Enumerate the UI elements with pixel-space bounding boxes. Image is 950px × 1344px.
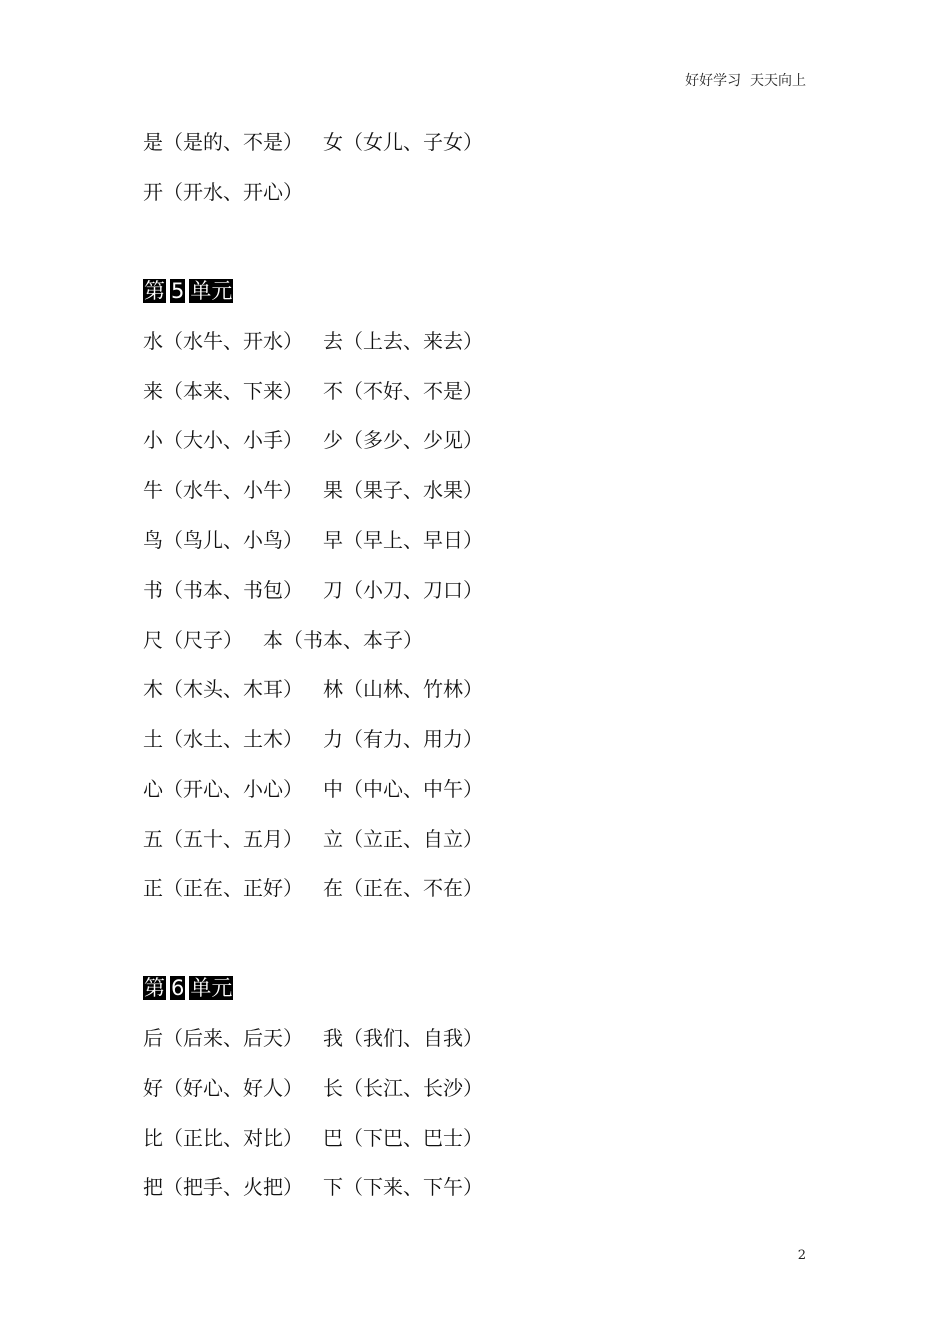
word-entry: 小（大小、小手） <box>143 428 303 452</box>
word-line <box>143 426 483 454</box>
word-line <box>143 1124 483 1152</box>
word-entry: 把（把手、火把） <box>143 1175 303 1199</box>
word-entry: 我（我们、自我） <box>323 1026 483 1050</box>
word-entry: 尺（尺子） <box>143 628 243 652</box>
word-entry: 巴（下巴、巴士） <box>323 1126 483 1150</box>
word-entry: 下（下来、下午） <box>323 1175 483 1199</box>
word-entry: 果（果子、水果） <box>323 478 483 502</box>
word-entry: 立（立正、自立） <box>323 827 483 851</box>
word-entry: 鸟（鸟儿、小鸟） <box>143 528 303 552</box>
heading-part: 5 <box>171 279 185 303</box>
word-entry: 女（女儿、子女） <box>323 130 483 154</box>
word-line <box>143 874 483 902</box>
unit-5-heading <box>143 277 233 305</box>
word-entry: 长（长江、长沙） <box>323 1076 483 1100</box>
word-entry: 五（五十、五月） <box>143 827 303 851</box>
word-line <box>143 675 483 703</box>
word-entry: 书（书本、书包） <box>143 578 303 602</box>
word-line <box>143 1074 483 1102</box>
page-number: 2 <box>797 1248 806 1263</box>
word-entry: 中（中心、中午） <box>323 777 483 801</box>
heading-part: 6 <box>171 976 185 1000</box>
word-line <box>143 626 423 654</box>
word-entry: 心（开心、小心） <box>143 777 303 801</box>
word-entry: 土（水土、土木） <box>143 727 303 751</box>
unit-6-heading <box>143 974 233 1002</box>
word-entry: 力（有力、用力） <box>323 727 483 751</box>
word-line <box>143 526 483 554</box>
word-line <box>143 1173 483 1201</box>
word-entry: 好（好心、好人） <box>143 1076 303 1100</box>
page-header: 好好学习 天天向上 <box>685 73 806 89</box>
word-entry: 是（是的、不是） <box>143 130 303 154</box>
word-entry: 刀（小刀、刀口） <box>323 578 483 602</box>
word-line <box>143 576 483 604</box>
word-entry: 早（早上、早日） <box>323 528 483 552</box>
word-entry: 正（正在、正好） <box>143 876 303 900</box>
word-entry: 去（上去、来去） <box>323 329 483 353</box>
word-entry: 林（山林、竹林） <box>323 677 483 701</box>
word-entry: 少（多少、少见） <box>323 428 483 452</box>
word-line <box>143 128 483 156</box>
heading-part: 单元 <box>190 976 233 1000</box>
word-line <box>143 476 483 504</box>
word-entry: 后（后来、后天） <box>143 1026 303 1050</box>
word-line <box>143 377 483 405</box>
word-line <box>143 327 483 355</box>
word-entry: 开（开水、开心） <box>143 180 303 204</box>
word-entry: 本（书本、本子） <box>263 628 423 652</box>
word-entry: 木（木头、木耳） <box>143 677 303 701</box>
word-entry: 水（水牛、开水） <box>143 329 303 353</box>
word-line <box>143 825 483 853</box>
word-entry: 来（本来、下来） <box>143 379 303 403</box>
word-entry: 在（正在、不在） <box>323 876 483 900</box>
word-line <box>143 775 483 803</box>
heading-part: 第 <box>144 976 165 1000</box>
word-line <box>143 178 303 206</box>
word-line <box>143 725 483 753</box>
word-entry: 不（不好、不是） <box>323 379 483 403</box>
word-entry: 牛（水牛、小牛） <box>143 478 303 502</box>
word-entry: 比（正比、对比） <box>143 1126 303 1150</box>
word-line <box>143 1024 483 1052</box>
heading-part: 单元 <box>190 279 233 303</box>
heading-part: 第 <box>144 279 165 303</box>
